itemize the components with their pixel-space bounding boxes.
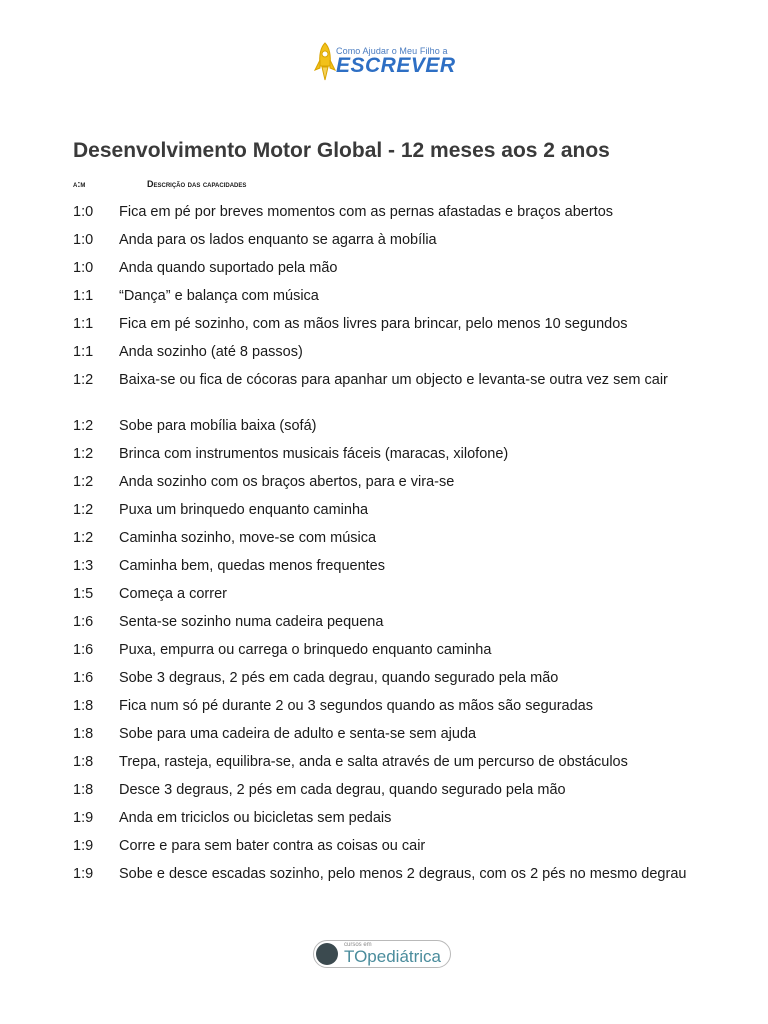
list-item: [73, 753, 695, 771]
row-description: Sobe para mobília baixa (sofá): [119, 418, 317, 434]
row-description: Trepa, rasteja, equilibra-se, anda e salta através de um percurso de obstáculos: [119, 754, 628, 770]
list-item: [73, 315, 695, 333]
row-age: 1:9: [73, 866, 94, 882]
list-item: [73, 371, 695, 389]
row-description: Anda sozinho com os braços abertos, para e vira-se: [119, 474, 455, 490]
row-age: 1:2: [73, 502, 94, 518]
row-description: Fica em pé por breves momentos com as pernas afastadas e braços abertos: [119, 204, 614, 220]
list-item: [73, 669, 695, 687]
row-age: 1:2: [73, 372, 94, 388]
row-description: Brinca com instrumentos musicais fáceis (maracas, xilofone): [119, 446, 509, 462]
list-item: [73, 231, 695, 249]
row-age: 1:8: [73, 782, 94, 798]
row-age: 1:3: [73, 558, 94, 574]
row-description: Fica em pé sozinho, com as mãos livres para brincar, pelo menos 10 segundos: [119, 316, 628, 332]
row-age: 1:0: [73, 260, 94, 276]
row-description: Sobe 3 degraus, 2 pés em cada degrau, quando segurado pela mão: [119, 670, 559, 686]
list-item: [73, 865, 695, 883]
list-item: [73, 781, 695, 799]
row-description: Anda sozinho (até 8 passos): [119, 344, 303, 360]
row-age: 1:8: [73, 726, 94, 742]
list-item: [73, 697, 695, 715]
footer-logo: [313, 940, 451, 968]
row-age: 1:8: [73, 754, 94, 770]
list-item: [73, 343, 695, 361]
list-item: [73, 287, 695, 305]
list-item: [73, 557, 695, 575]
list-item: [73, 501, 695, 519]
list-item: [73, 445, 695, 463]
row-description: Caminha sozinho, move-se com música: [119, 530, 377, 546]
row-age: 1:2: [73, 474, 94, 490]
page-title: Desenvolvimento Motor Global - 12 meses aos 2 anos: [73, 139, 610, 162]
logo-brand: ESCREVER: [336, 54, 456, 77]
list-item: [73, 837, 695, 855]
column-header-description: Descrição das capacidades: [147, 179, 247, 189]
row-age: 1:6: [73, 670, 94, 686]
row-age: 1:2: [73, 418, 94, 434]
row-age: 1:9: [73, 810, 94, 826]
column-header-age: a:m: [73, 179, 86, 189]
row-age: 1:0: [73, 232, 94, 248]
row-description: Puxa um brinquedo enquanto caminha: [119, 502, 369, 518]
row-description: Anda em triciclos ou bicicletas sem pedais: [119, 810, 392, 826]
row-age: 1:6: [73, 642, 94, 658]
list-item: [73, 473, 695, 491]
row-age: 1:1: [73, 316, 94, 332]
row-age: 1:0: [73, 204, 94, 220]
footer-logo-small: cursos em: [344, 942, 372, 948]
list-item: [73, 725, 695, 743]
list-item: [73, 417, 695, 435]
list-item: [73, 529, 695, 547]
row-age: 1:1: [73, 288, 94, 304]
circle-logo-icon: [316, 943, 338, 965]
list-item: [73, 613, 695, 631]
row-age: 1:2: [73, 446, 94, 462]
row-description: Puxa, empurra ou carrega o brinquedo enquanto caminha: [119, 642, 492, 658]
row-description: Baixa-se ou fica de cócoras para apanhar um objecto e levanta-se outra vez sem cair: [119, 372, 668, 388]
rocket-icon: [314, 42, 336, 82]
row-age: 1:6: [73, 614, 94, 630]
row-description: Anda para os lados enquanto se agarra à mobília: [119, 232, 437, 248]
row-description: Começa a correr: [119, 586, 227, 602]
footer-logo-brand: TOpediátrica: [344, 947, 442, 966]
row-description: Caminha bem, quedas menos frequentes: [119, 558, 385, 574]
row-description: Sobe para uma cadeira de adulto e senta-se sem ajuda: [119, 726, 477, 742]
row-description: Desce 3 degraus, 2 pés em cada degrau, quando segurado pela mão: [119, 782, 566, 798]
row-age: 1:9: [73, 838, 94, 854]
row-description: Sobe e desce escadas sozinho, pelo menos 2 degraus, com os 2 pés no mesmo degrau: [119, 866, 687, 882]
list-item: [73, 203, 695, 221]
row-age: 1:2: [73, 530, 94, 546]
row-description: Anda quando suportado pela mão: [119, 260, 338, 276]
list-item: [73, 585, 695, 603]
row-description: “Dança” e balança com música: [119, 288, 319, 304]
row-description: Corre e para sem bater contra as coisas ou cair: [119, 838, 426, 854]
row-description: Fica num só pé durante 2 ou 3 segundos quando as mãos são seguradas: [119, 698, 593, 714]
row-age: 1:5: [73, 586, 94, 602]
row-description: Senta-se sozinho numa cadeira pequena: [119, 614, 384, 630]
list-item: [73, 259, 695, 277]
row-age: 1:8: [73, 698, 94, 714]
row-age: 1:1: [73, 344, 94, 360]
header-logo: [314, 42, 454, 84]
list-item: [73, 641, 695, 659]
list-item: [73, 809, 695, 827]
logo-tagline: Como Ajudar o Meu Filho a: [336, 46, 448, 56]
